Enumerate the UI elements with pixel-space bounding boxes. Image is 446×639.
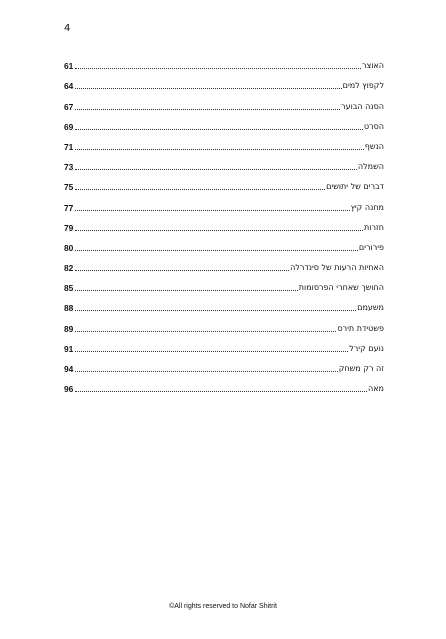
- toc-dot-leader: [75, 149, 363, 150]
- toc-dot-leader: [75, 189, 325, 190]
- toc-entry: [64, 313, 384, 333]
- toc-entry: [64, 51, 384, 71]
- toc-title: הסנה הבוער: [341, 101, 384, 111]
- toc-entry: [64, 253, 384, 273]
- toc-title: הנשף: [364, 141, 384, 151]
- toc-dot-leader: [75, 250, 358, 251]
- toc-title: זה רק משחק: [338, 364, 384, 373]
- toc-page-number: 61: [64, 61, 74, 72]
- toc-page-number: 71: [64, 141, 74, 152]
- copyright-footer: ©All rights reserved to Nofar Shitrit: [169, 603, 277, 610]
- toc-entry: [64, 71, 384, 91]
- toc-title: נועם קירל: [349, 343, 384, 353]
- toc-page-number: 79: [64, 222, 74, 233]
- toc-title: משעמם: [357, 303, 384, 313]
- toc-entry: [64, 132, 384, 152]
- toc-entry: [64, 293, 384, 313]
- toc-entry: [64, 213, 384, 233]
- toc-page-number: 73: [64, 162, 74, 173]
- table-of-contents: [64, 51, 384, 394]
- toc-title: החושך שאחרי הפרסומות: [298, 283, 384, 293]
- toc-dot-leader: [75, 371, 337, 372]
- toc-dot-leader: [75, 270, 289, 271]
- toc-page-number: 94: [64, 364, 74, 374]
- toc-page-number: 69: [64, 121, 74, 132]
- toc-dot-leader: [75, 391, 367, 392]
- toc-entry: [64, 233, 384, 253]
- toc-page-number: 82: [64, 263, 74, 274]
- toc-page-number: 75: [64, 182, 74, 193]
- toc-title: מאה: [367, 384, 384, 394]
- toc-title: האחיות הרעות של סינדרלה: [290, 263, 384, 273]
- toc-entry: [64, 273, 384, 293]
- toc-entry: [64, 354, 384, 374]
- toc-dot-leader: [75, 230, 363, 231]
- toc-title: לקפוץ למים: [342, 81, 384, 91]
- toc-page-number: 85: [64, 283, 74, 294]
- toc-title: דברים של יתושים: [326, 182, 384, 192]
- toc-dot-leader: [75, 351, 348, 352]
- toc-page-number: 91: [64, 343, 74, 354]
- toc-title: השמלה: [357, 162, 384, 172]
- toc-entry: [64, 172, 384, 192]
- toc-page-number: 64: [64, 81, 74, 92]
- toc-title: פירורים: [358, 242, 384, 252]
- toc-entry: [64, 152, 384, 172]
- toc-entry: [64, 192, 384, 212]
- toc-title: מחנה קיץ: [350, 202, 384, 212]
- toc-page-number: 77: [64, 202, 74, 213]
- toc-dot-leader: [75, 290, 297, 291]
- toc-dot-leader: [75, 310, 356, 311]
- toc-dot-leader: [75, 331, 336, 332]
- toc-entry: [64, 334, 384, 354]
- toc-title: פשטידת תירס: [337, 323, 384, 333]
- toc-entry: [64, 374, 384, 394]
- toc-title: חזרות: [364, 222, 384, 232]
- toc-page-number: 89: [64, 323, 74, 334]
- toc-entry: [64, 91, 384, 111]
- toc-dot-leader: [75, 88, 341, 89]
- toc-page-number: 88: [64, 303, 74, 314]
- toc-entry: [64, 112, 384, 132]
- toc-dot-leader: [75, 169, 357, 170]
- toc-page-number: 96: [64, 384, 74, 395]
- toc-title: האוצר: [361, 61, 384, 71]
- toc-dot-leader: [75, 109, 340, 110]
- toc-dot-leader: [75, 210, 349, 211]
- toc-page-number: 80: [64, 242, 74, 253]
- toc-dot-leader: [75, 129, 363, 130]
- toc-title: הסרט: [363, 121, 384, 131]
- page-number: 4: [64, 23, 71, 34]
- toc-page-number: 67: [64, 101, 74, 112]
- toc-dot-leader: [75, 68, 361, 69]
